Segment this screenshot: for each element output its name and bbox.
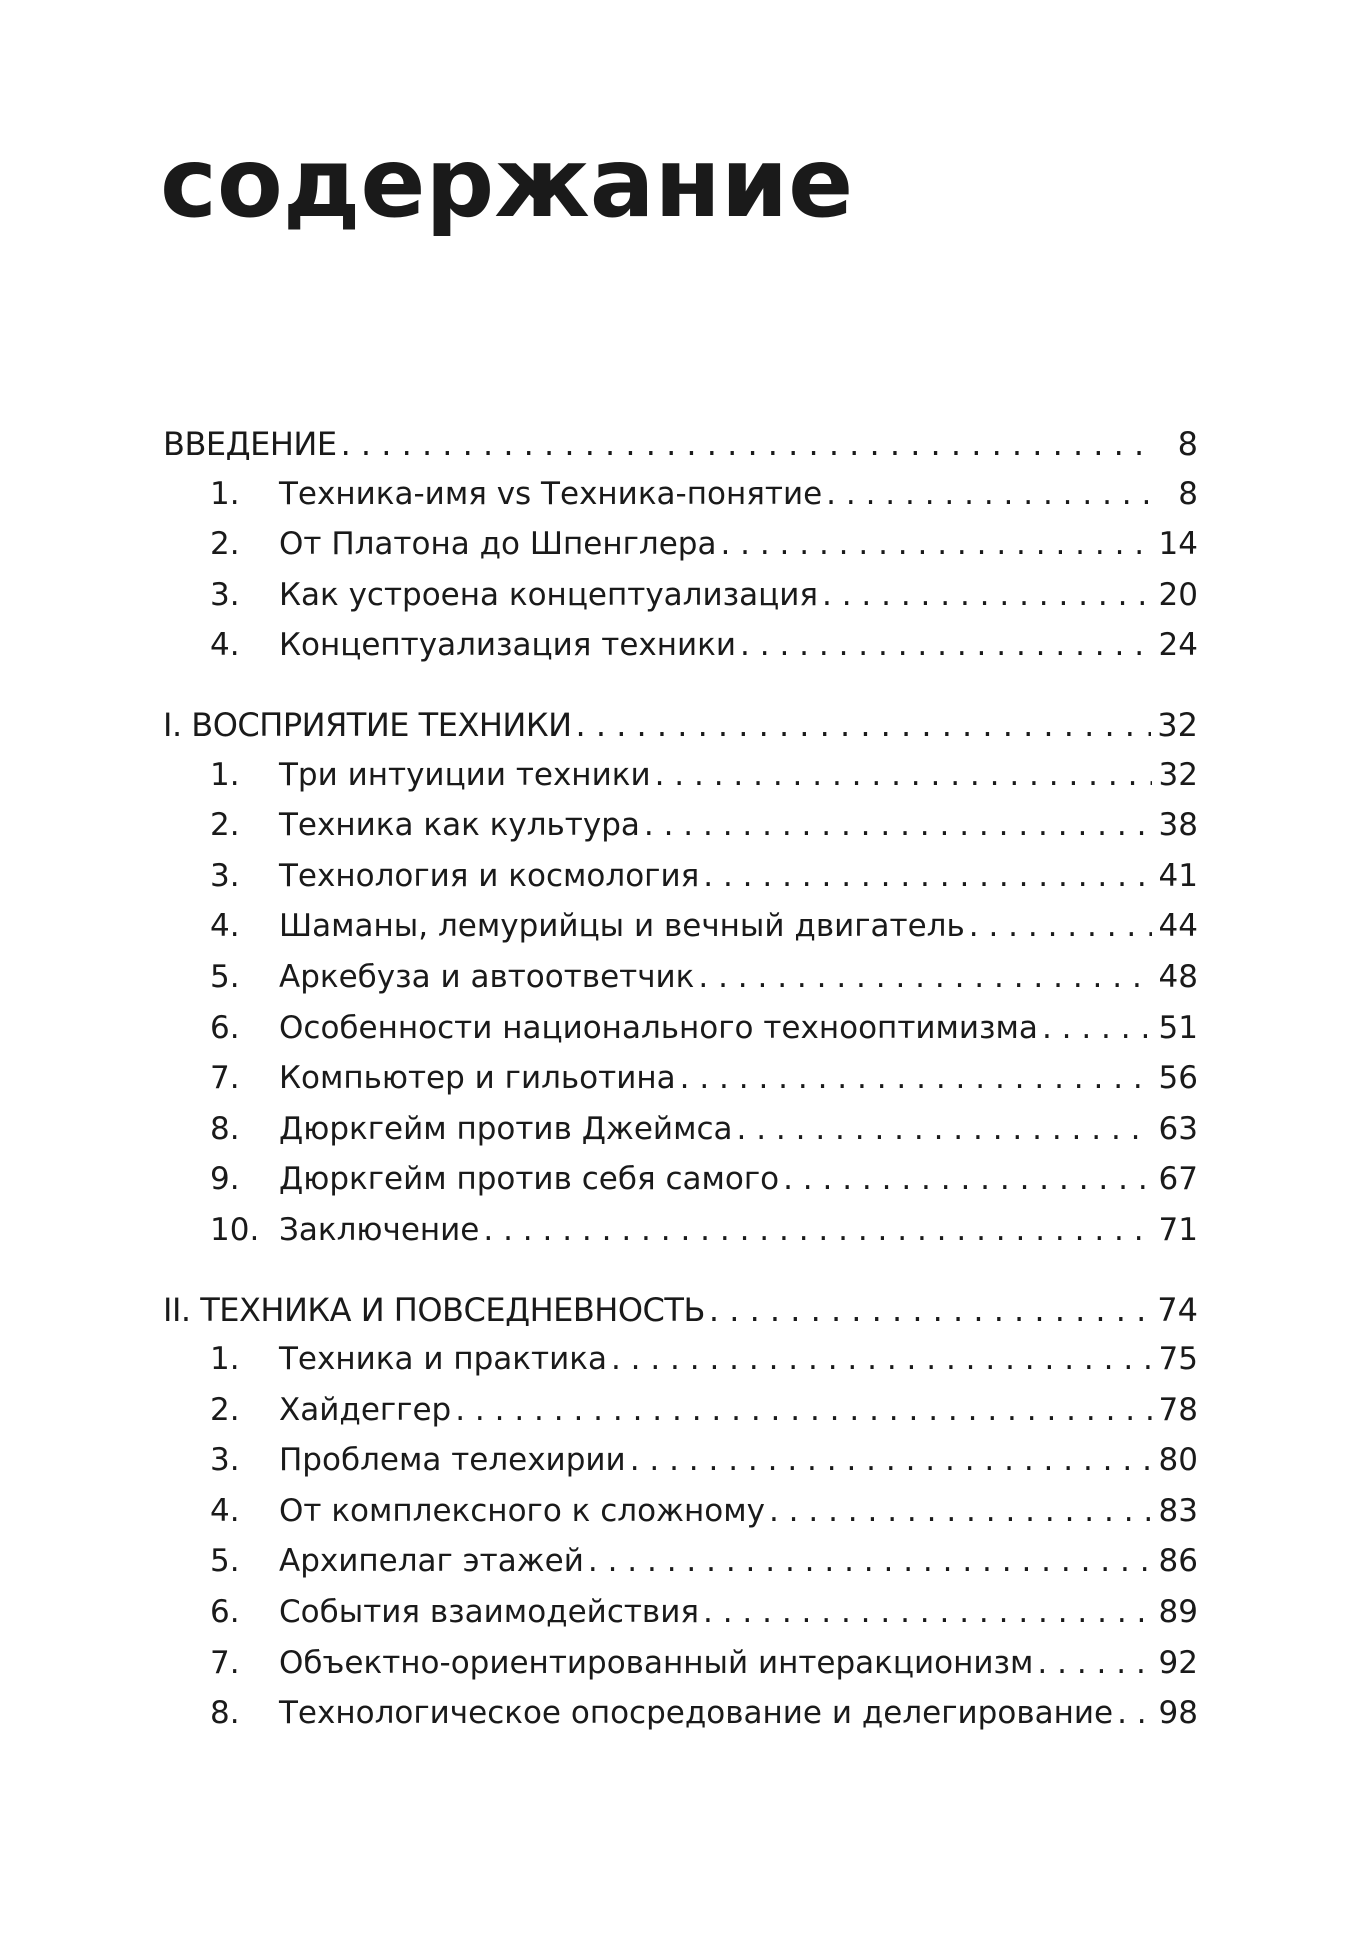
toc-entry-number: 7. [210, 1644, 240, 1681]
toc-section [163, 1291, 1198, 1746]
toc-page-number: 56 [1158, 1060, 1198, 1097]
toc-entry-number: 6. [210, 1594, 240, 1631]
toc-entry[interactable] [163, 1392, 1198, 1443]
toc-section-heading[interactable] [163, 1291, 1198, 1342]
toc-heading-label: I. ВОСПРИЯТИЕ ТЕХНИКИ [163, 705, 572, 744]
dot-leader [341, 425, 1152, 463]
toc-entry-label: Шаманы, лемурийцы и вечный двигатель [279, 908, 965, 945]
toc-entry[interactable] [163, 1161, 1198, 1212]
toc-entry[interactable] [163, 1493, 1198, 1544]
toc-entry-number: 2. [210, 1391, 240, 1428]
toc-entry[interactable] [163, 1060, 1198, 1111]
toc-section [163, 425, 1198, 678]
toc-entry-number: 5. [210, 958, 240, 995]
dot-leader [969, 908, 1152, 944]
toc-page-number: 71 [1158, 1211, 1198, 1248]
toc-entry-label: Техника-имя vs Техника-понятие [279, 475, 823, 512]
toc-entry-number: 4. [210, 1492, 240, 1529]
toc-entry[interactable] [163, 1341, 1198, 1392]
toc-heading-label: II. ТЕХНИКА И ПОВСЕДНЕВНОСТЬ [163, 1290, 705, 1329]
toc-entry-number: 8. [210, 1695, 240, 1732]
toc-page-number: 74 [1157, 1290, 1198, 1329]
toc-entry-number: 4. [210, 908, 240, 945]
toc-section [163, 706, 1198, 1263]
toc-entry[interactable] [163, 526, 1198, 577]
dot-leader [822, 577, 1152, 613]
toc-entry[interactable] [163, 577, 1198, 628]
dot-leader [709, 1291, 1151, 1329]
toc-entry[interactable] [163, 807, 1198, 858]
toc-page-number: 8 [1177, 425, 1198, 463]
toc-entry-label: Хайдеггер [279, 1391, 452, 1428]
toc-entry-label: Технологическое опосредование и делегирование [279, 1695, 1114, 1732]
toc-page-number: 98 [1158, 1695, 1198, 1732]
toc-entry[interactable] [163, 1594, 1198, 1645]
dot-leader [630, 1442, 1152, 1478]
dot-leader [455, 1392, 1152, 1428]
dot-leader [737, 1111, 1153, 1147]
toc-entry-number: 7. [210, 1060, 240, 1097]
toc-entry-label: От Платона до Шпенглера [279, 526, 717, 563]
toc-entry[interactable] [163, 476, 1198, 527]
dot-leader [783, 1161, 1152, 1197]
toc-entry[interactable] [163, 1543, 1198, 1594]
toc-entry-number: 6. [210, 1009, 240, 1046]
toc-entry[interactable] [163, 908, 1198, 959]
toc-entry[interactable] [163, 1212, 1198, 1263]
toc-entry-number: 8. [210, 1110, 240, 1147]
toc-heading-label: ВВЕДЕНИЕ [163, 425, 337, 463]
dot-leader [655, 757, 1152, 793]
toc-page-number: 92 [1158, 1644, 1198, 1681]
toc-entry[interactable] [163, 858, 1198, 909]
dot-leader [483, 1212, 1152, 1248]
toc-entry-label: Проблема телехирии [279, 1442, 626, 1479]
toc-entry-label: Дюркгейм против себя самого [279, 1161, 780, 1198]
toc-entry[interactable] [163, 959, 1198, 1010]
toc-page-number: 48 [1158, 958, 1198, 995]
toc-entry-number: 3. [210, 1442, 240, 1479]
toc-entry[interactable] [163, 1695, 1198, 1746]
page-title: содержание [160, 127, 854, 239]
toc-entry[interactable] [163, 627, 1198, 678]
dot-leader [576, 706, 1152, 744]
toc-entry-number: 3. [210, 857, 240, 894]
toc-entry-label: Как устроена концептуализация [279, 576, 819, 613]
dot-leader [769, 1493, 1152, 1529]
dot-leader [740, 627, 1152, 663]
toc-section-heading[interactable] [163, 425, 1198, 476]
toc-page-number: 80 [1158, 1442, 1198, 1479]
toc-entry-number: 9. [210, 1161, 240, 1198]
toc-page-number: 89 [1158, 1594, 1198, 1631]
dot-leader [703, 858, 1152, 894]
toc-entry-label: Три интуиции техники [279, 756, 651, 793]
toc-page-number: 32 [1157, 705, 1198, 744]
dot-leader [698, 959, 1152, 995]
table-of-contents [163, 425, 1198, 1774]
toc-entry-label: Технология и космология [279, 857, 700, 894]
toc-entry-label: Особенности национального технооптимизма [279, 1009, 1038, 1046]
toc-entry-number: 4. [210, 627, 240, 664]
dot-leader [703, 1594, 1152, 1630]
toc-entry-label: Объектно-ориентированный интеракционизм [279, 1644, 1034, 1681]
toc-page-number: 8 [1178, 475, 1198, 512]
dot-leader [1037, 1645, 1152, 1681]
dot-leader [720, 526, 1152, 562]
toc-page-number: 32 [1158, 756, 1198, 793]
dot-leader [680, 1060, 1152, 1096]
toc-entry-number: 1. [210, 475, 240, 512]
toc-entry[interactable] [163, 1645, 1198, 1696]
toc-page-number: 41 [1158, 857, 1198, 894]
toc-entry-label: Архипелаг этажей [279, 1543, 584, 1580]
toc-entry-number: 3. [210, 576, 240, 613]
toc-page-number: 38 [1158, 807, 1198, 844]
dot-leader [644, 807, 1152, 843]
toc-entry[interactable] [163, 757, 1198, 808]
toc-entry-label: Компьютер и гильотина [279, 1060, 676, 1097]
toc-entry[interactable] [163, 1111, 1198, 1162]
toc-entry-number: 1. [210, 756, 240, 793]
toc-entry-number: 1. [210, 1341, 240, 1378]
toc-section-heading[interactable] [163, 706, 1198, 757]
dot-leader [1117, 1695, 1152, 1731]
toc-entry-label: Заключение [279, 1211, 480, 1248]
toc-entry-number: 5. [210, 1543, 240, 1580]
toc-page-number: 83 [1158, 1492, 1198, 1529]
toc-entry-label: Дюркгейм против Джеймса [279, 1110, 733, 1147]
toc-page-number: 24 [1158, 627, 1198, 664]
toc-page-number: 63 [1158, 1110, 1198, 1147]
toc-page-number: 14 [1158, 526, 1198, 563]
toc-page-number: 20 [1158, 576, 1198, 613]
toc-entry[interactable] [163, 1442, 1198, 1493]
toc-entry-label: Техника и практика [279, 1341, 607, 1378]
dot-leader [1042, 1010, 1152, 1046]
toc-entry-label: События взаимодействия [279, 1594, 699, 1631]
toc-page-number: 86 [1158, 1543, 1198, 1580]
dot-leader [611, 1341, 1152, 1377]
toc-entry-label: Концептуализация техники [279, 627, 737, 664]
dot-leader [826, 476, 1152, 512]
toc-page-number: 75 [1158, 1341, 1198, 1378]
toc-page-number: 44 [1158, 908, 1198, 945]
toc-entry-number: 10. [210, 1211, 260, 1248]
dot-leader [588, 1543, 1152, 1579]
toc-page-number: 51 [1158, 1009, 1198, 1046]
toc-page-number: 78 [1158, 1391, 1198, 1428]
toc-entry-label: Техника как культура [279, 807, 640, 844]
toc-entry[interactable] [163, 1010, 1198, 1061]
toc-entry-label: От комплексного к сложному [279, 1492, 765, 1529]
toc-entry-label: Аркебуза и автоответчик [279, 958, 695, 995]
toc-entry-number: 2. [210, 526, 240, 563]
toc-entry-number: 2. [210, 807, 240, 844]
toc-page-number: 67 [1158, 1161, 1198, 1198]
